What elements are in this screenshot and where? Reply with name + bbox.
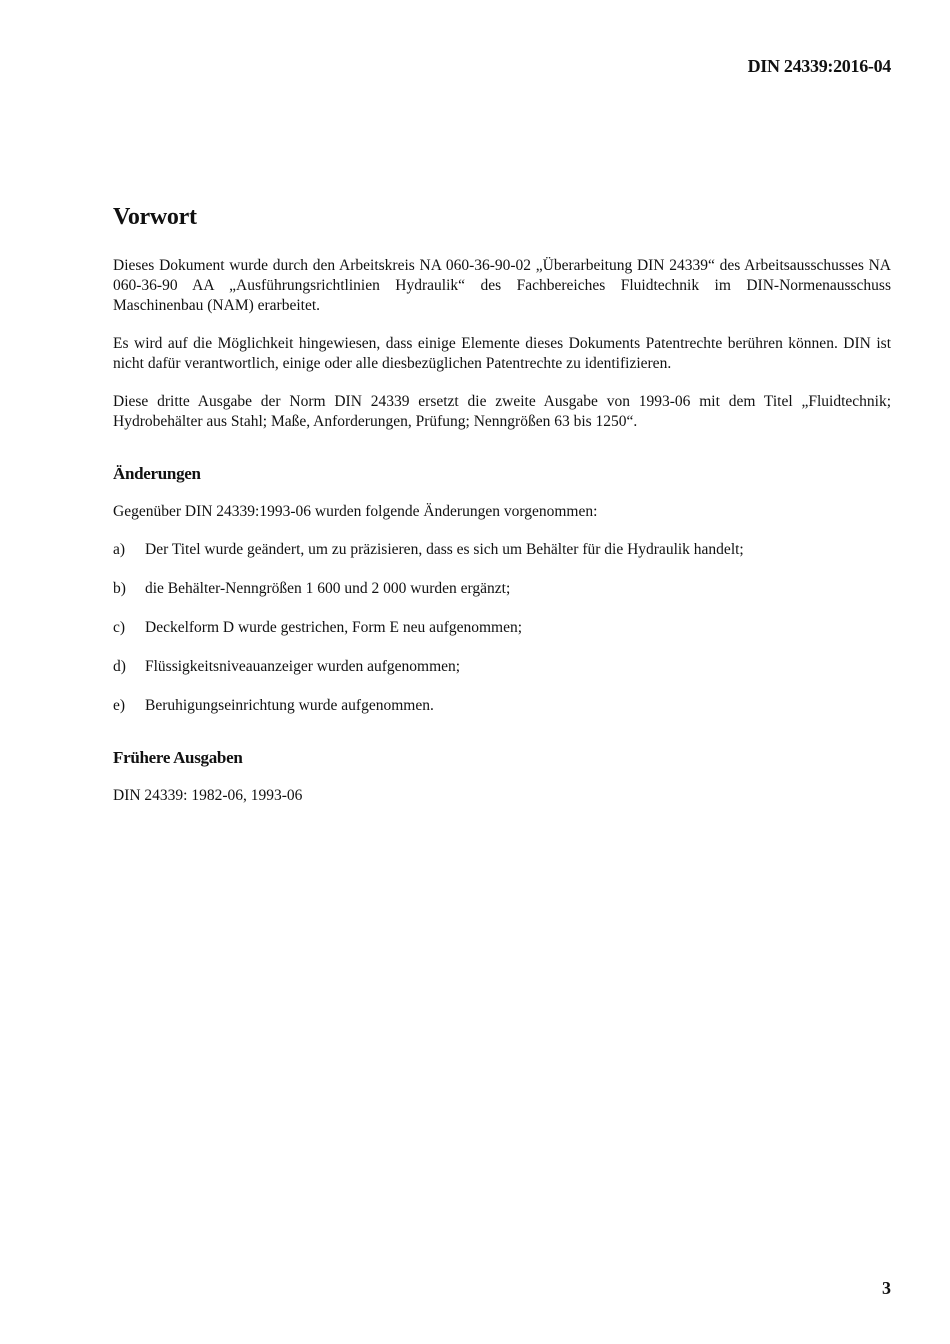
changes-intro: Gegenüber DIN 24339:1993-06 wurden folgende Änderungen vorgenommen: — [113, 503, 598, 520]
list-item — [113, 540, 891, 560]
list-item-text: Beruhigungseinrichtung wurde aufgenommen. — [145, 697, 434, 714]
list-item-label: a) — [113, 541, 126, 558]
list-item-label: e) — [113, 697, 126, 714]
page-content — [113, 204, 891, 824]
foreword-paragraph-3: Diese dritte Ausgabe der Norm DIN 24339 ersetzt die zweite Ausgabe von 1993-06 mit dem Titel „Fluidtechnik; Hydrobehälter aus Stahl; Maße, Anforderungen, Prüfung; Nenngrößen 63 bis 1250“. — [113, 393, 891, 430]
list-item-label: c) — [113, 619, 126, 636]
list-item — [113, 696, 891, 716]
list-item-label: b) — [113, 580, 126, 597]
list-item — [113, 579, 891, 599]
changes-list — [113, 540, 891, 716]
list-item — [113, 657, 891, 677]
foreword-paragraph-2: Es wird auf die Möglichkeit hingewiesen, dass einige Elemente dieses Dokuments Patentrechte berühren können. DIN ist nicht dafür verantwortlich, einige oder alle diesbezüglichen Patentrechte zu identifizieren. — [113, 335, 891, 372]
foreword-heading: Vorwort — [113, 204, 197, 230]
list-item-text: Flüssigkeitsniveauanzeiger wurden aufgenommen; — [145, 658, 461, 675]
previous-editions-heading: Frühere Ausgaben — [113, 748, 243, 767]
list-item-text: die Behälter-Nenngrößen 1 600 und 2 000 wurden ergänzt; — [145, 580, 511, 597]
document-id: DIN 24339:2016-04 — [747, 56, 891, 76]
list-item-text: Deckelform D wurde gestrichen, Form E neu aufgenommen; — [145, 619, 523, 636]
foreword-paragraph-1: Dieses Dokument wurde durch den Arbeitskreis NA 060-36-90-02 „Überarbeitung DIN 24339“ des Arbeitsausschusses NA 060-36-90 AA „Ausführungsrichtlinien Hydraulik“ des Fachbereiches Fluidtechnik im DIN-Normenausschuss Maschinenbau (NAM) erarbeitet. — [113, 257, 891, 314]
page-number: 3 — [882, 1278, 891, 1298]
list-item-text: Der Titel wurde geändert, um zu präzisieren, dass es sich um Behälter für die Hydraulik handelt; — [145, 541, 744, 558]
previous-editions-text: DIN 24339: 1982-06, 1993-06 — [113, 787, 303, 804]
list-item — [113, 618, 891, 638]
changes-heading: Änderungen — [113, 464, 201, 483]
list-item-label: d) — [113, 658, 126, 675]
